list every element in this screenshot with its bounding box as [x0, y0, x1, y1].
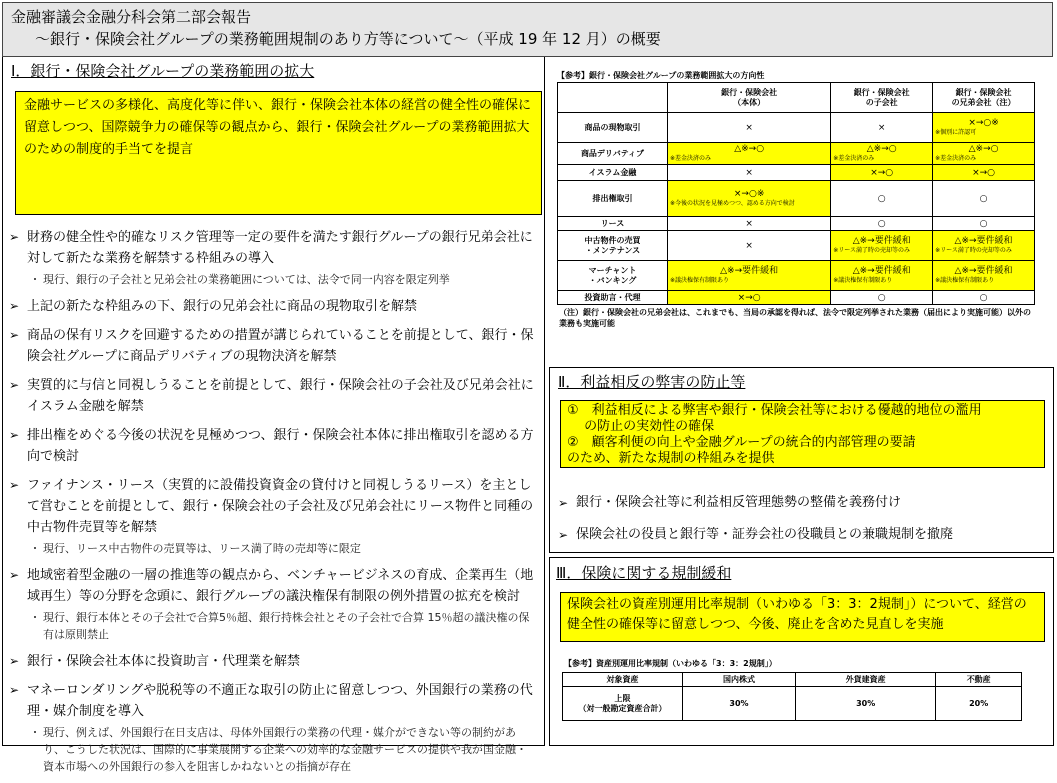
section-1-bullet-text: 実質的に与信と同視しうることを前提として、銀行・保険会社の子会社及び兄弟会社にイスラム金融を解禁 — [27, 378, 534, 414]
section-1-bullet-text: 商品の保有リスクを回避するための措置が講じられていることを前提として、銀行・保険会社グループに商品デリバティブの現物決済を解禁 — [27, 328, 534, 364]
reference-row-label: 商品の現物取引 — [558, 113, 668, 143]
reference-cell-value: ○ — [979, 292, 988, 303]
section-1-bullet-text: ファイナンス・リース（実質的に設備投資資金の貸付けと同視しうるリース）を主として営むことを前提として、銀行・保険会社の子会社及び兄弟会社にリース物件と同種の中古物件売買等を解禁 — [27, 478, 534, 535]
reference-cell — [668, 113, 831, 143]
reference-table-body — [558, 113, 1035, 305]
reference-table-row — [558, 181, 1035, 217]
section-1-sub-note — [27, 609, 537, 643]
reference-row-label: 商品デリバティブ — [558, 143, 668, 165]
reference-cell — [933, 217, 1035, 231]
reference-cell-value: ○ — [877, 292, 886, 303]
reference-cell-note: ※議決権保有制限あり — [935, 276, 995, 284]
section-1-bullet — [9, 475, 537, 538]
section-2-summary-line: ② 顧客利便の向上や金融グループの統合的内部管理の要請 — [567, 435, 916, 450]
arrow-bullet-icon: ➢ — [9, 378, 20, 392]
reference-cell-value: × — [745, 122, 753, 133]
section-1-title: Ⅰ．銀行・保険会社グループの業務範囲の拡大 — [11, 62, 315, 80]
section-1-bullet — [9, 651, 537, 672]
reference-cell-value: △※→要件緩和 — [954, 265, 1013, 276]
reference-table — [557, 82, 1035, 305]
reference-cell — [831, 143, 933, 165]
section-1-sub-note — [27, 540, 537, 557]
ratio-header-cell: 不動産 — [936, 673, 1022, 687]
reference-cell-value: △※→要件緩和 — [852, 265, 911, 276]
arrow-bullet-icon: ➢ — [9, 683, 20, 697]
reference-corner-cell — [558, 83, 668, 113]
reference-table-header — [558, 83, 1035, 113]
reference-table-caption: 【参考】銀行・保険会社グループの業務範囲拡大の方向性 — [557, 71, 765, 80]
dot-bullet-icon: ・ — [29, 611, 41, 624]
section-1-bullet — [9, 325, 537, 367]
arrow-bullet-icon: ➢ — [9, 568, 20, 582]
report-title: 金融審議会金融分科会第二部会報告 — [11, 8, 252, 26]
section-1-bullet — [9, 565, 537, 607]
section-3-summary: 保険会社の資産別運用比率規制（いわゆる「3：3：2規制」）について、経営の健全性の確保等に留意しつつ、今後、廃止を含めた見直しを実施 — [560, 592, 1045, 642]
reference-cell — [933, 231, 1035, 261]
reference-column-header: 銀行・保険会社 （本体） — [668, 83, 831, 113]
reference-cell-value: ×→○ — [972, 167, 996, 178]
reference-table-row — [558, 217, 1035, 231]
reference-table-row — [558, 165, 1035, 181]
section-2-bullet-text: 保険会社の役員と銀行等・証券会社の役職員との兼職規制を撤廃 — [576, 527, 954, 542]
dot-bullet-icon: ・ — [29, 542, 41, 555]
reference-row-label: リース — [558, 217, 668, 231]
ratio-header-cell: 外貨建資産 — [796, 673, 936, 687]
section-1-bullet-text: マネーロンダリングや脱税等の不適正な取引の防止に留意しつつ、外国銀行の業務の代理・媒介制度を導入 — [27, 683, 533, 719]
reference-cell — [831, 181, 933, 217]
section-1-sub-note-text: 現行、銀行の子会社と兄弟会社の業務範囲については、法令で同一内容を限定列挙 — [43, 273, 450, 286]
section-1-bullet — [9, 227, 537, 269]
section-1-bullet — [9, 296, 537, 317]
reference-column-header: 銀行・保険会社 の兄弟会社（注） — [933, 83, 1035, 113]
reference-cell — [933, 181, 1035, 217]
section-2-summary-line: のため、新たな規制の枠組みを提供 — [567, 451, 775, 466]
section-1-sub-note-text: 現行、例えば、外国銀行在日支店は、母体外国銀行の業務の代理・媒介ができない等の制約があり、こうした状況は、国際的に事業展開する企業への効率的な金融サービスの提供や我が国金融・資本市場への外国銀行の参入を阻害しかねないとの指摘が存在 — [43, 726, 527, 773]
reference-table-block — [557, 70, 1035, 329]
dot-bullet-icon: ・ — [29, 726, 41, 739]
section-2-bullet — [558, 494, 901, 512]
reference-cell-value: × — [745, 218, 753, 229]
reference-cell-value: ○ — [877, 218, 886, 229]
reference-cell — [831, 113, 933, 143]
reference-cell-value: ×→○※ — [733, 188, 765, 199]
reference-cell — [668, 217, 831, 231]
reference-cell — [668, 165, 831, 181]
reference-cell-value: × — [877, 122, 886, 133]
reference-row-label: マーチャント ・バンキング — [558, 261, 668, 291]
reference-cell-note: ※リース満了時の売却等のみ — [935, 246, 1012, 254]
reference-cell — [668, 291, 831, 305]
reference-cell-note: ※今後の状況を見極めつつ、認める方向で検討 — [670, 199, 795, 207]
reference-cell — [933, 143, 1035, 165]
dot-bullet-icon: ・ — [29, 273, 41, 286]
reference-cell-note: ※差金決済のみ — [670, 154, 712, 162]
section-1-sub-note — [27, 271, 537, 288]
reference-cell-note: ※差金決済のみ — [833, 154, 875, 162]
reference-table-row — [558, 261, 1035, 291]
reference-cell-note: ※リース満了時の売却等のみ — [833, 246, 910, 254]
reference-cell-value: ○ — [877, 193, 886, 204]
section-2-summary-line: の防止の実効性の確保 — [567, 419, 715, 434]
reference-cell — [831, 291, 933, 305]
reference-cell-value: △※→要件緩和 — [720, 265, 779, 276]
section-2-title: Ⅱ．利益相反の弊害の防止等 — [558, 373, 746, 391]
reference-column-header: 銀行・保険会社 の子会社 — [831, 83, 933, 113]
reference-table-footnote: （注）銀行・保険会社の兄弟会社は、これまでも、当局の承認を得れば、法令で限定列挙された業務（届出により実施可能）以外の業務も実施可能 — [559, 308, 1031, 328]
arrow-bullet-icon: ➢ — [558, 528, 569, 542]
ratio-value-cell: 30% — [683, 687, 796, 721]
section-1-bullet — [9, 375, 537, 417]
report-header — [2, 2, 1053, 57]
reference-table-row — [558, 291, 1035, 305]
ratio-header-cell: 国内株式 — [683, 673, 796, 687]
reference-cell — [831, 261, 933, 291]
section-3-title: Ⅲ．保険に関する規制緩和 — [556, 564, 732, 582]
arrow-bullet-icon: ➢ — [558, 496, 569, 510]
section-2-panel — [549, 367, 1054, 553]
report-subtitle: ～銀行・保険会社グループの業務範囲規制のあり方等について～（平成 19 年 12 月）の概要 — [35, 30, 661, 48]
section-1-sub-note — [27, 724, 537, 775]
reference-row-label: 中古物件の売買 ・メンテナンス — [558, 231, 668, 261]
ratio-row-label: 上限 （対一般勘定資産合計） — [563, 687, 683, 721]
reference-cell — [933, 113, 1035, 143]
reference-cell — [933, 261, 1035, 291]
reference-cell-value: ○ — [979, 218, 988, 229]
ratio-value-cell: 30% — [796, 687, 936, 721]
arrow-bullet-icon: ➢ — [9, 299, 20, 313]
section-1-bullet-text: 銀行・保険会社本体に投資助言・代理業を解禁 — [27, 654, 301, 669]
reference-table-row — [558, 231, 1035, 261]
reference-cell-value: △※→○ — [866, 143, 897, 154]
reference-cell-value: △※→要件緩和 — [852, 235, 911, 246]
reference-cell-value: ×→○ — [737, 292, 761, 303]
section-1-sub-note-text: 現行、銀行本体とその子会社で合算5％超、銀行持株会社とその子会社で合算 15％超の議決権の保有は原則禁止 — [43, 611, 530, 641]
reference-cell — [933, 165, 1035, 181]
reference-cell — [831, 165, 933, 181]
section-1-bullet — [9, 680, 537, 722]
arrow-bullet-icon: ➢ — [9, 328, 20, 342]
reference-table-row — [558, 143, 1035, 165]
section-1-bullet-text: 地域密着型金融の一層の推進等の観点から、ベンチャービジネスの育成、企業再生（地域再生）等の分野を念頭に、銀行グループの議決権保有制限の例外措置の拡充を検討 — [27, 568, 534, 604]
reference-cell — [668, 261, 831, 291]
section-1-bullet — [9, 425, 537, 467]
ratio-table — [562, 672, 1022, 721]
reference-row-label: 投資助言・代理 — [558, 291, 668, 305]
reference-table-row — [558, 113, 1035, 143]
section-2-bullet-text: 銀行・保険会社等に利益相反管理態勢の整備を義務付け — [576, 495, 902, 510]
reference-cell-note: ※個別に許認可 — [935, 128, 977, 136]
section-1-bullet-text: 排出権をめぐる今後の状況を見極めつつ、銀行・保険会社本体に排出権取引を認める方向で検討 — [27, 428, 534, 464]
reference-cell-value: △※→要件緩和 — [954, 235, 1013, 246]
section-1-bullets — [9, 227, 537, 783]
section-1-sub-note-text: 現行、リース中古物件の売買等は、リース満了時の売却等に限定 — [43, 542, 361, 555]
section-2-summary — [560, 400, 1045, 468]
ratio-header-cell: 対象資産 — [563, 673, 683, 687]
section-1-panel — [2, 57, 545, 773]
arrow-bullet-icon: ➢ — [9, 654, 20, 668]
section-2-summary-line: ① 利益相反による弊害や銀行・保険会社等における優越的地位の濫用 — [567, 403, 982, 418]
reference-cell-note: ※議決権保有制限あり — [833, 276, 893, 284]
reference-cell — [831, 231, 933, 261]
reference-cell-value: × — [745, 240, 753, 251]
section-2-bullet — [558, 526, 953, 544]
reference-cell-value: ○ — [979, 193, 988, 204]
reference-cell-value: ×→○ — [870, 167, 894, 178]
arrow-bullet-icon: ➢ — [9, 478, 20, 492]
ratio-table-header — [563, 673, 1022, 687]
ratio-table-caption: 【参考】資産別運用比率規制（いわゆる「3：3：2規制」） — [564, 659, 777, 668]
section-1-bullet-text: 財務の健全性や的確なリスク管理等一定の要件を満たす銀行グループの銀行兄弟会社に対して新たな業務を解禁する枠組みの導入 — [27, 230, 533, 266]
reference-cell-note: ※差金決済のみ — [935, 154, 977, 162]
reference-cell — [933, 291, 1035, 305]
reference-cell — [831, 217, 933, 231]
ratio-table-row — [563, 687, 1022, 721]
reference-cell-note: ※議決権保有制限あり — [670, 276, 730, 284]
reference-cell-value: × — [745, 167, 753, 178]
arrow-bullet-icon: ➢ — [9, 428, 20, 442]
section-1-summary: 金融サービスの多様化、高度化等に伴い、銀行・保険会社本体の経営の健全性の確保に留意しつつ、国際競争力の確保等の観点から、銀行・保険会社グループの業務範囲拡大のための制度的手当てを提言 — [15, 91, 542, 215]
reference-cell-value: △※→○ — [734, 143, 765, 154]
reference-cell-value: ×→○※ — [968, 117, 999, 128]
reference-cell — [668, 181, 831, 217]
reference-cell — [668, 231, 831, 261]
section-1-bullet-text: 上記の新たな枠組みの下、銀行の兄弟会社に商品の現物取引を解禁 — [27, 299, 418, 314]
reference-row-label: 排出権取引 — [558, 181, 668, 217]
ratio-value-cell: 20% — [936, 687, 1022, 721]
section-3-panel — [549, 557, 1054, 746]
reference-cell — [668, 143, 831, 165]
reference-cell-value: △※→○ — [968, 143, 999, 154]
arrow-bullet-icon: ➢ — [9, 230, 20, 244]
reference-row-label: イスラム金融 — [558, 165, 668, 181]
